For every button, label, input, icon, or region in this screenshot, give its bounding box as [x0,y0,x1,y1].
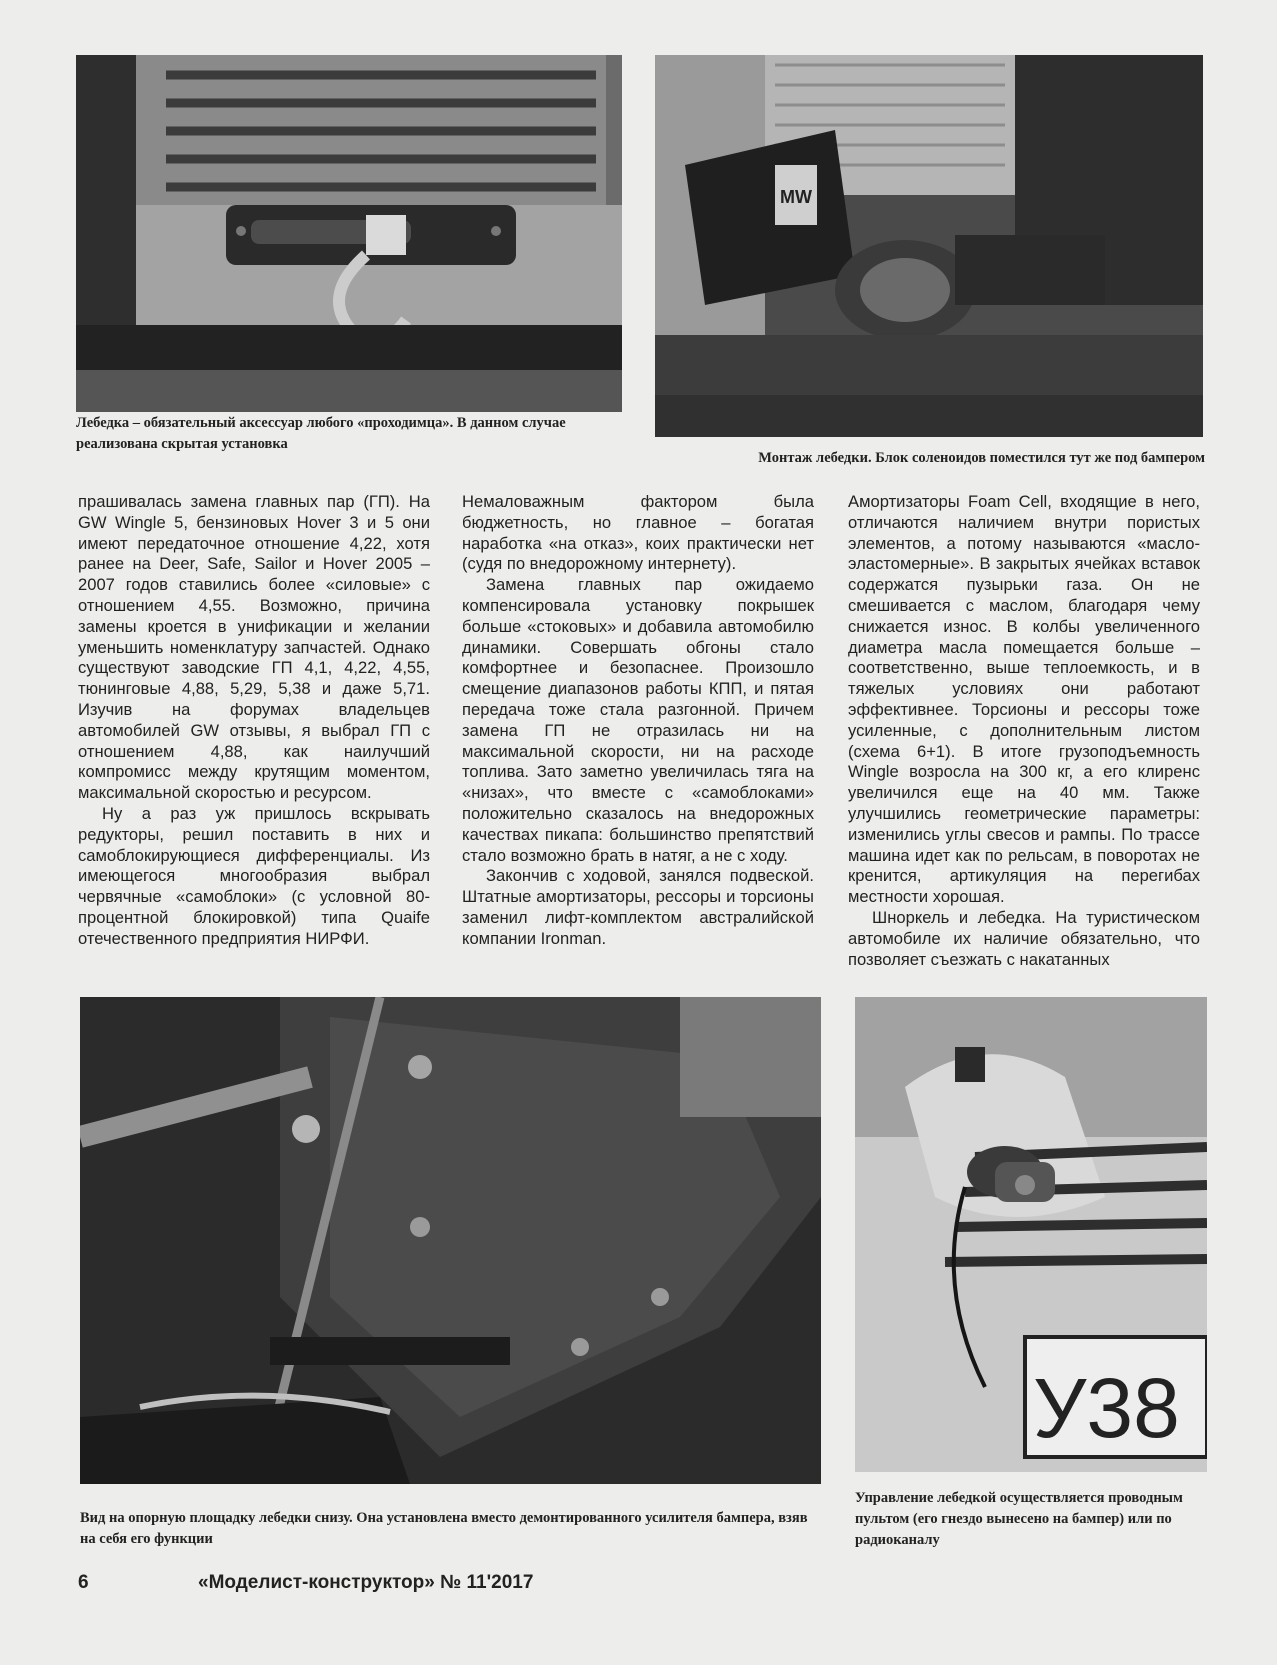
page-footer [78,1572,533,1594]
paragraph: Ну а раз уж пришлось вскрывать редукторы, решил поставить в них и самоблокирующиеся дифференциалы. Из имеющегося многообразия выбрал червячные «самоблоки» (с условной 80-процентной блокировкой) типа Quaife отечественного предприятия НИРФИ. [78,803,430,948]
caption-photo3: Вид на опорную площадку лебедки снизу. Она установлена вместо демонтированного усилителя бампера, взяв на себя его функции [80,1510,808,1547]
photo-winch-remote [855,997,1207,1472]
caption-photo4: Управление лебедкой осуществляется проводным пультом (его гнездо вынесено на бампер) или по радиоканалу [855,1490,1183,1548]
text-column-2 [462,492,814,950]
text-column-3 [848,492,1200,970]
photo-winch-platform-below [80,997,821,1484]
page-number: 6 [78,1572,89,1593]
license-plate-text: У38 [1033,1361,1180,1455]
caption-photo2: Монтаж лебедки. Блок соленоидов поместился тут же под бампером [758,450,1205,466]
caption-photo1: Лебедка – обязательный аксессуар любого «проходимца». В данном случае реализована скрытая установка [76,415,566,452]
photo-bumper-winch [76,55,622,412]
text-column-1 [78,492,430,950]
magazine-title: «Моделист-конструктор» № 11'2017 [198,1572,534,1593]
paragraph: Закончив с ходовой, занялся подвеской. Штатные амортизаторы, рессоры и торсионы заменил лифт-комплектом австралийской компании Ironman. [462,866,814,948]
paragraph: Замена главных пар ожидаемо компенсировала установку покрышек больше «стоковых» и добавила автомобилю динамики. Совершать обгоны стало комфортнее и безопаснее. Произошло смещение диапазонов работы КПП, и пятая передача тоже стала разгонной. Причем замена ГП не отразилась ни на максимальной скорости, ни на расходе топлива. Зато заметно увеличилась тяга на «низах», что вместе с «самоблоками» положительно сказалось на внедорожных качествах пикапа: большинство препятствий стало возможно брать в натяг, а не с ходу. [462,575,814,865]
winch-brand-logo: MW [780,187,812,207]
paragraph: Шноркель и лебедка. На туристическом автомобиле их наличие обязательно, что позволяет съезжать с накатанных [848,907,1200,969]
paragraph: прашивалась замена главных пар (ГП). На GW Wingle 5, бензиновых Hover 3 и 5 они имеют передаточное отношение 4,22, хотя ранее на Deer, Safe, Sailor и Hover 2005 – 2007 годов ставились более «силовые» с отношением 4,55. Возможно, причина замены кроется в унификации и желании уменьшить номенклатуру запчастей. Однако существуют заводские ГП 4,1, 4,22, 4,55, тюнинговые 4,88, 5,29, 5,38 и даже 5,71. Изучив на форумах владельцев автомобилей GW отзывы, я выбрал ГП с отношением 4,88, как наилучший компромисс между крутящим моментом, максимальной скоростью и ресурсом. [78,492,430,803]
paragraph: Немаловажным фактором была бюджетность, но главное – богатая наработка «на отказ», коих практически нет (судя по внедорожному интернету). [462,492,814,574]
paragraph: Амортизаторы Foam Cell, входящие в него, отличаются наличием внутри пористых элементов, а потому называются «масло-эластомерные». В закрытых ячейках вставок содержатся пузырьки газа. Он не смешивается с маслом, благодаря чему снижается износ. В колбы увеличенного диаметра масла помещается больше – соответственно, выше теплоемкость, и в тяжелых условиях они работают эффективнее. Торсионы и рессоры тоже усиленные, с дополнительным листом (схема 6+1). В итоге грузоподъемность Wingle возросла на 300 кг, а его клиренс увеличился еще на 40 мм. Также улучшились геометрические параметры: изменились углы свесов и рампы. По трассе машина идет как по рельсам, в поворотах не кренится, артикуляция на перегибах местности хорошая. [848,492,1200,907]
photo-winch-mounting [655,55,1203,437]
